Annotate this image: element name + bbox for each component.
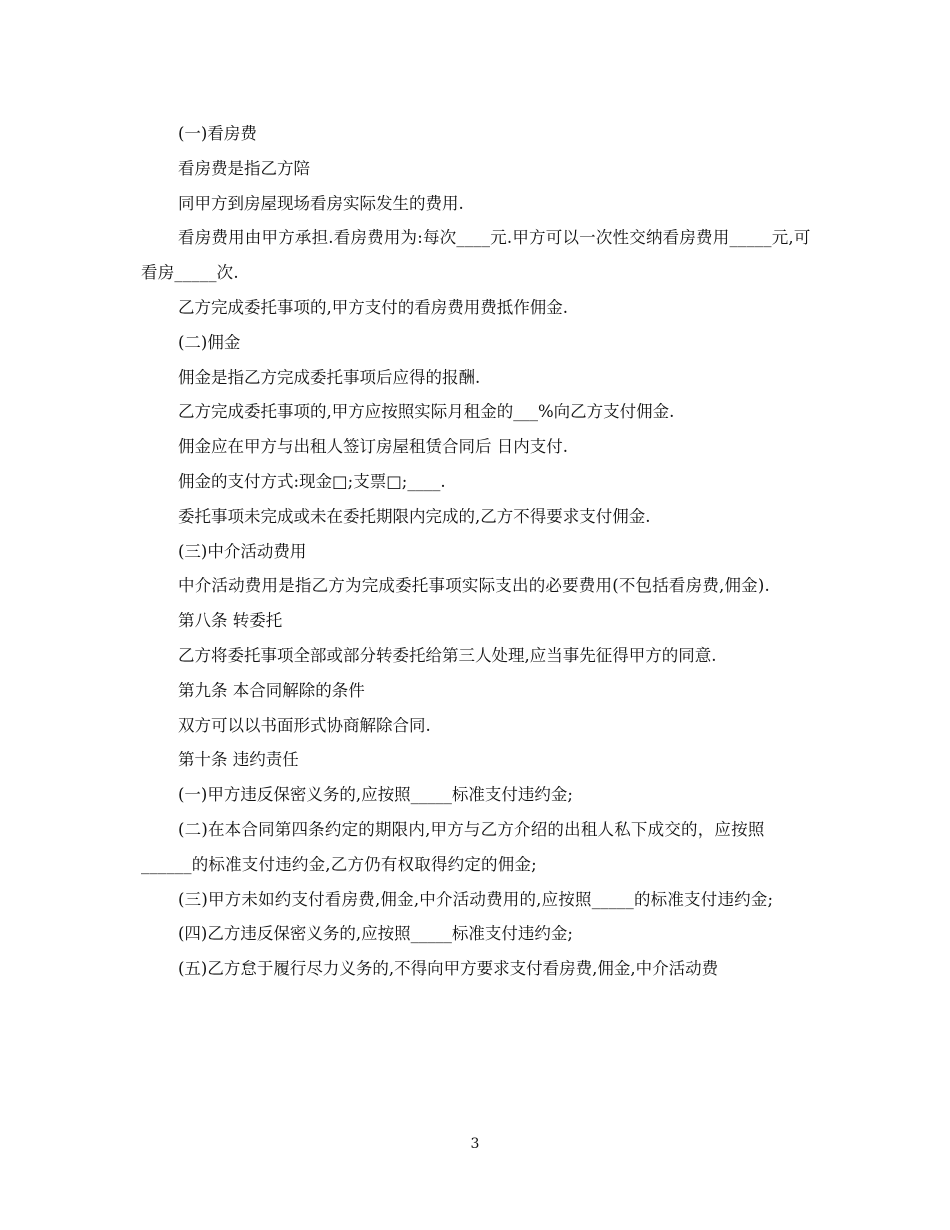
paragraph: 佣金应在甲方与出租人签订房屋租赁合同后 日内支付.	[178, 437, 568, 457]
paragraph: (四)乙方违反保密义务的,应按照_____标准支付违约金;	[178, 924, 573, 944]
paragraph: 看房费是指乙方陪	[178, 158, 310, 178]
paragraph: 乙方完成委托事项的,甲方应按照实际月租金的___%向乙方支付佣金.	[178, 402, 675, 422]
paragraph: 看房费用由甲方承担.看房费用为:每次____元.甲方可以一次性交纳看房费用_____元,可看房_____次.	[141, 228, 811, 283]
paragraph: (二)佣金	[178, 332, 241, 352]
paragraph: (一)看房费	[178, 124, 257, 143]
section-heading: 第九条 本合同解除的条件	[178, 680, 365, 700]
paragraph: (二)在本合同第四条约定的期限内,甲方与乙方介绍的出租人私下成交的，应按照______的标准支付违约金,乙方仍有权取得约定的佣金;	[141, 819, 765, 874]
paragraph: 佣金的支付方式:现金□;支票□;____.	[178, 471, 446, 491]
paragraph: 佣金是指乙方完成委托事项后应得的报酬.	[178, 367, 481, 387]
paragraph: 乙方完成委托事项的,甲方支付的看房费用费抵作佣金.	[178, 297, 568, 317]
section-heading: 第八条 转委托	[178, 611, 283, 631]
paragraph: 双方可以以书面形式协商解除合同.	[178, 715, 431, 735]
page-number: 3	[470, 1136, 480, 1152]
paragraph: 中介活动费用是指乙方为完成委托事项实际支出的必要费用(不包括看房费,佣金).	[178, 576, 770, 596]
paragraph: 同甲方到房屋现场看房实际发生的费用.	[178, 193, 464, 213]
paragraph: (三)中介活动费用	[178, 541, 307, 561]
paragraph: (三)甲方未如约支付看房费,佣金,中介活动费用的,应按照_____的标准支付违约金;	[178, 889, 774, 909]
contract-body	[141, 117, 811, 987]
section-heading: 第十条 违约责任	[178, 750, 299, 770]
paragraph: (一)甲方违反保密义务的,应按照_____标准支付违约金;	[178, 785, 573, 805]
paragraph: (五)乙方怠于履行尽力义务的,不得向甲方要求支付看房费,佣金,中介活动费	[178, 959, 719, 979]
paragraph: 委托事项未完成或未在委托期限内完成的,乙方不得要求支付佣金.	[178, 506, 651, 526]
paragraph: 乙方将委托事项全部或部分转委托给第三人处理,应当事先征得甲方的同意.	[178, 645, 717, 665]
